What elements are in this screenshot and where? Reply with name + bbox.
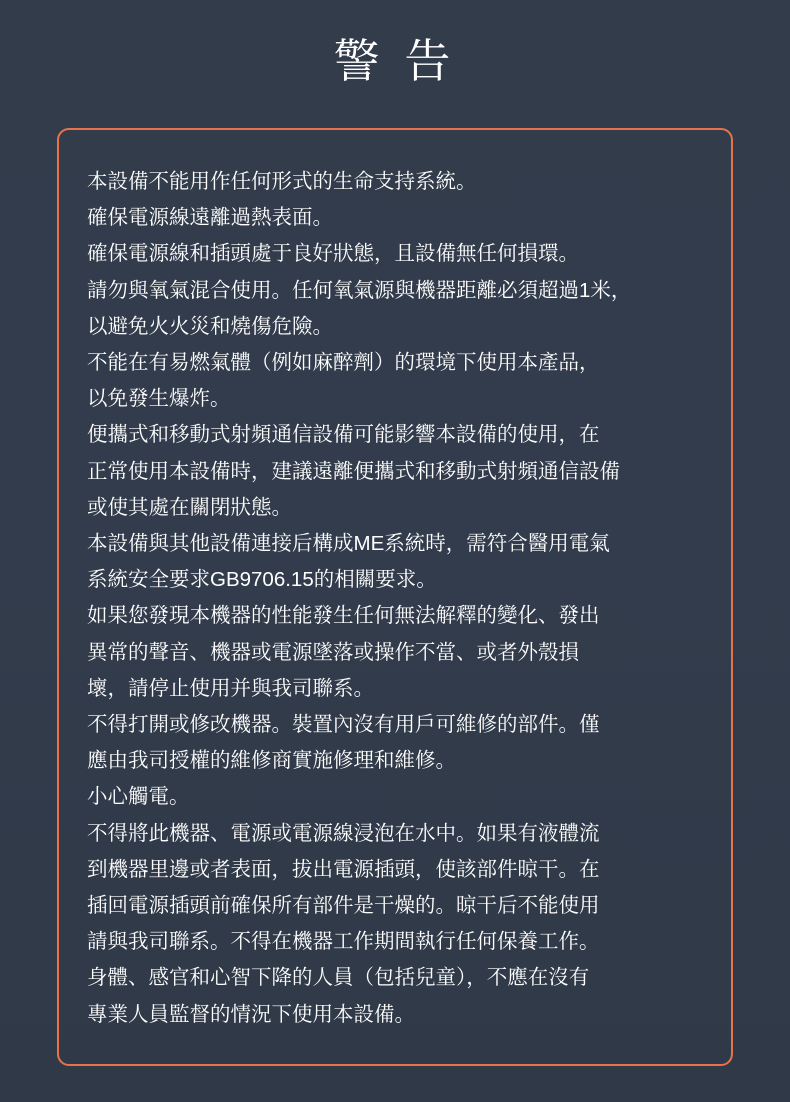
warning-line: 異常的聲音、機器或電源墜落或操作不當、或者外殼損 — [87, 640, 579, 664]
warning-line: 如果您發現本機器的性能發生任何無法解釋的變化、發出 — [87, 604, 600, 628]
warning-line: 應由我司授權的維修商實施修理和維修。 — [87, 749, 456, 773]
warning-panel — [57, 128, 733, 1066]
warning-line: 到機器里邊或者表面，拔出電源插頭，使該部件晾干。在 — [87, 857, 600, 881]
warning-line: 請勿與氧氣混合使用。任何氧氣源與機器距離必須超過1米， — [87, 278, 632, 302]
page-title: 警 告 — [333, 35, 457, 87]
warning-line: 本設備不能用作任何形式的生命支持系統。 — [87, 170, 477, 193]
warning-list — [59, 130, 731, 1053]
warning-line: 請與我司聯系。不得在機器工作期間執行任何保養工作。 — [87, 930, 600, 954]
warning-line: 系統安全要求GB9706.15的相關要求。 — [87, 568, 437, 592]
warning-line: 以避免火火災和燒傷危險。 — [87, 314, 333, 338]
warning-line: 便攜式和移動式射頻通信設備可能影響本設備的使用，在 — [87, 423, 600, 447]
warning-line: 插回電源插頭前確保所有部件是干燥的。晾干后不能使用 — [87, 894, 600, 918]
warning-line: 正常使用本設備時，建議遠離便攜式和移動式射頻通信設備 — [87, 459, 620, 483]
warning-line: 不得打開或修改機器。裝置內沒有用戶可維修的部件。僅 — [87, 713, 600, 737]
warning-line: 不能在有易燃氣體（例如麻醉劑）的環境下使用本產品， — [87, 351, 600, 375]
warning-line: 小心觸電。 — [87, 785, 190, 809]
warning-line: 本設備與其他設備連接后構成ME系統時，需符合醫用電氣 — [87, 532, 610, 556]
warning-line: 以免發生爆炸。 — [87, 387, 231, 411]
warning-line: 確保電源線和插頭處于良好狀態，且設備無任何損環。 — [87, 242, 579, 266]
warning-line: 身體、感官和心智下降的人員（包括兒童），不應在沒有 — [87, 966, 590, 990]
warning-line: 專業人員監督的情況下使用本設備。 — [87, 1002, 415, 1026]
warning-line: 確保電源線遠離過熱表面。 — [87, 206, 333, 230]
warning-line: 或使其處在關閉狀態。 — [87, 495, 292, 519]
warning-line: 不得將此機器、電源或電源線浸泡在水中。如果有液體流 — [87, 821, 600, 845]
warning-line: 壞，請停止使用并與我司聯系。 — [87, 676, 374, 700]
